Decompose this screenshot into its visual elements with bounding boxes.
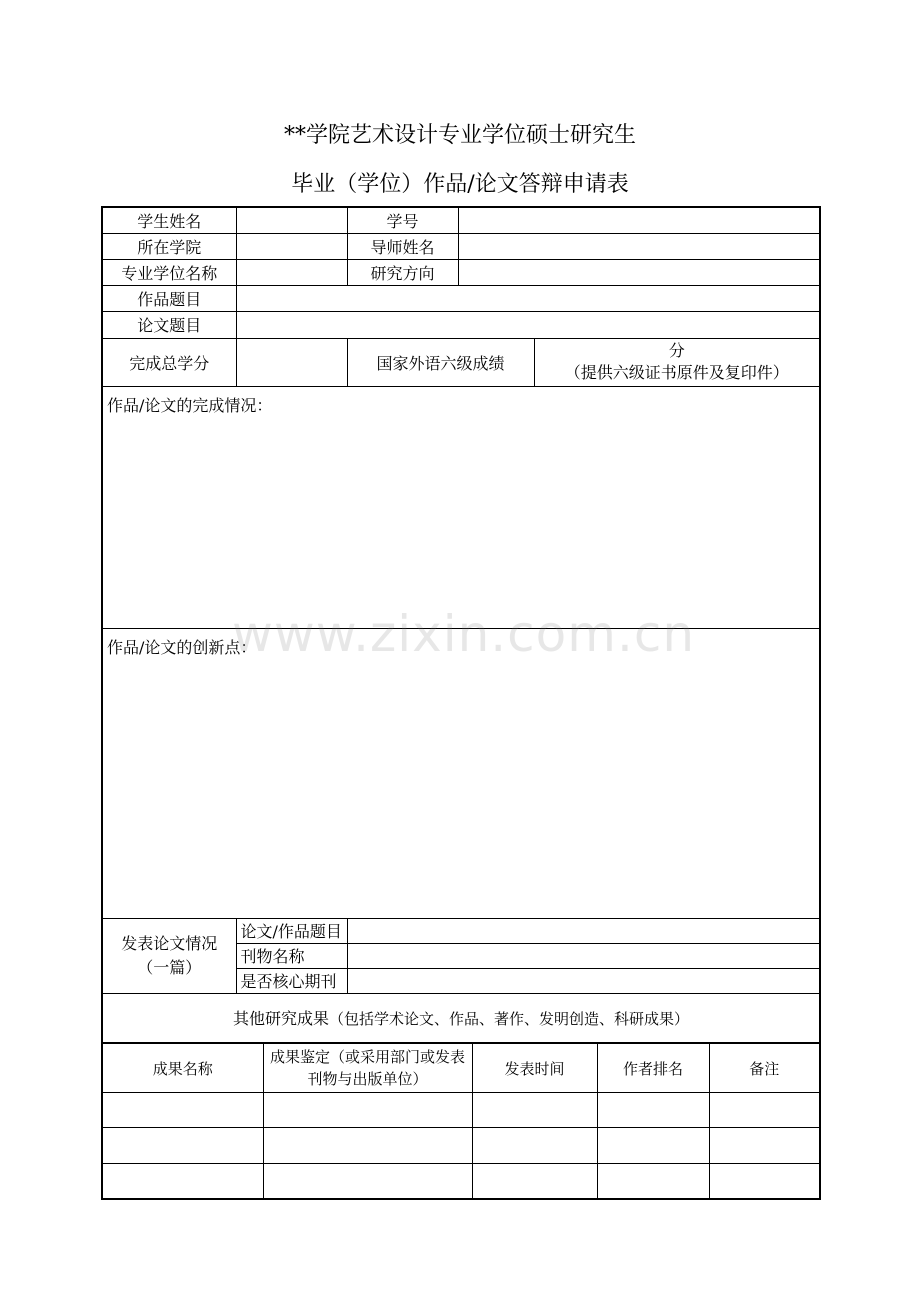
publication-row-label: 论文/作品题目	[236, 918, 347, 943]
table-cell[interactable]	[709, 1093, 820, 1128]
table-cell[interactable]	[597, 1093, 709, 1128]
publication-row-label: 是否核心期刊	[236, 968, 347, 993]
table-cell[interactable]	[102, 1093, 263, 1128]
college-field[interactable]	[236, 233, 347, 259]
publication-label-line1: 发表论文情况	[121, 933, 218, 953]
table-cell[interactable]	[102, 1164, 263, 1199]
column-header: 成果名称	[102, 1044, 263, 1093]
table-row	[102, 1093, 820, 1128]
column-header: 作者排名	[597, 1044, 709, 1093]
score-note: （提供六级证书原件及复印件）	[564, 363, 789, 382]
table-cell[interactable]	[102, 1128, 263, 1164]
thesis-title-label: 论文题目	[102, 311, 236, 338]
work-title-label: 作品题目	[102, 285, 236, 311]
publication-title-field[interactable]	[347, 918, 820, 943]
table-cell[interactable]	[263, 1128, 472, 1164]
innovation-section[interactable]	[102, 628, 820, 918]
table-cell[interactable]	[263, 1164, 472, 1199]
student-name-label: 学生姓名	[102, 207, 236, 233]
column-header: 成果鉴定（或采用部门或发表刊物与出版单位）	[263, 1044, 472, 1093]
core-journal-field[interactable]	[347, 968, 820, 993]
table-row	[102, 1128, 820, 1164]
table-cell[interactable]	[709, 1164, 820, 1199]
other-results-title: 其他研究成果	[232, 1009, 329, 1029]
advisor-field[interactable]	[458, 233, 820, 259]
other-results-note: （包括学术论文、作品、著作、发明创造、科研成果）	[329, 1010, 690, 1029]
other-results-heading	[102, 993, 820, 1043]
student-id-label: 学号	[347, 207, 458, 233]
total-credits-field[interactable]	[236, 338, 347, 386]
completion-section[interactable]	[102, 386, 820, 628]
work-title-field[interactable]	[236, 285, 820, 311]
innovation-label: 作品/论文的创新点：	[107, 637, 257, 657]
student-id-field[interactable]	[458, 207, 820, 233]
cet6-score-label: 国家外语六级成绩	[347, 338, 534, 386]
completion-label: 作品/论文的完成情况：	[107, 395, 273, 415]
table-cell[interactable]	[597, 1128, 709, 1164]
form-title-line2: 毕业（学位）作品/论文答辩申请表	[291, 172, 629, 197]
table-row	[102, 1164, 820, 1199]
college-label: 所在学院	[102, 233, 236, 259]
table-cell[interactable]	[597, 1164, 709, 1199]
research-direction-field[interactable]	[458, 259, 820, 285]
table-cell[interactable]	[709, 1128, 820, 1164]
journal-name-field[interactable]	[347, 943, 820, 968]
publication-row-label: 刊物名称	[236, 943, 347, 968]
publication-label-line2: （一篇）	[137, 957, 202, 977]
table-cell[interactable]	[472, 1093, 597, 1128]
student-name-field[interactable]	[236, 207, 347, 233]
thesis-title-field[interactable]	[236, 311, 820, 338]
degree-name-field[interactable]	[236, 259, 347, 285]
cet6-score-field[interactable]	[534, 338, 820, 386]
column-header: 备注	[709, 1044, 820, 1093]
table-cell[interactable]	[263, 1093, 472, 1128]
other-results-table	[101, 1043, 821, 1200]
table-cell[interactable]	[472, 1128, 597, 1164]
form-title-line1: **学院艺术设计专业学位硕士研究生	[283, 123, 636, 148]
publication-label	[102, 918, 236, 993]
score-unit: 分	[668, 341, 685, 360]
table-cell[interactable]	[472, 1164, 597, 1199]
column-header: 发表时间	[472, 1044, 597, 1093]
total-credits-label: 完成总学分	[102, 338, 236, 386]
watermark: www.zixin.com.cn	[232, 605, 696, 663]
advisor-label: 导师姓名	[347, 233, 458, 259]
research-direction-label: 研究方向	[347, 259, 458, 285]
degree-name-label: 专业学位名称	[102, 259, 236, 285]
